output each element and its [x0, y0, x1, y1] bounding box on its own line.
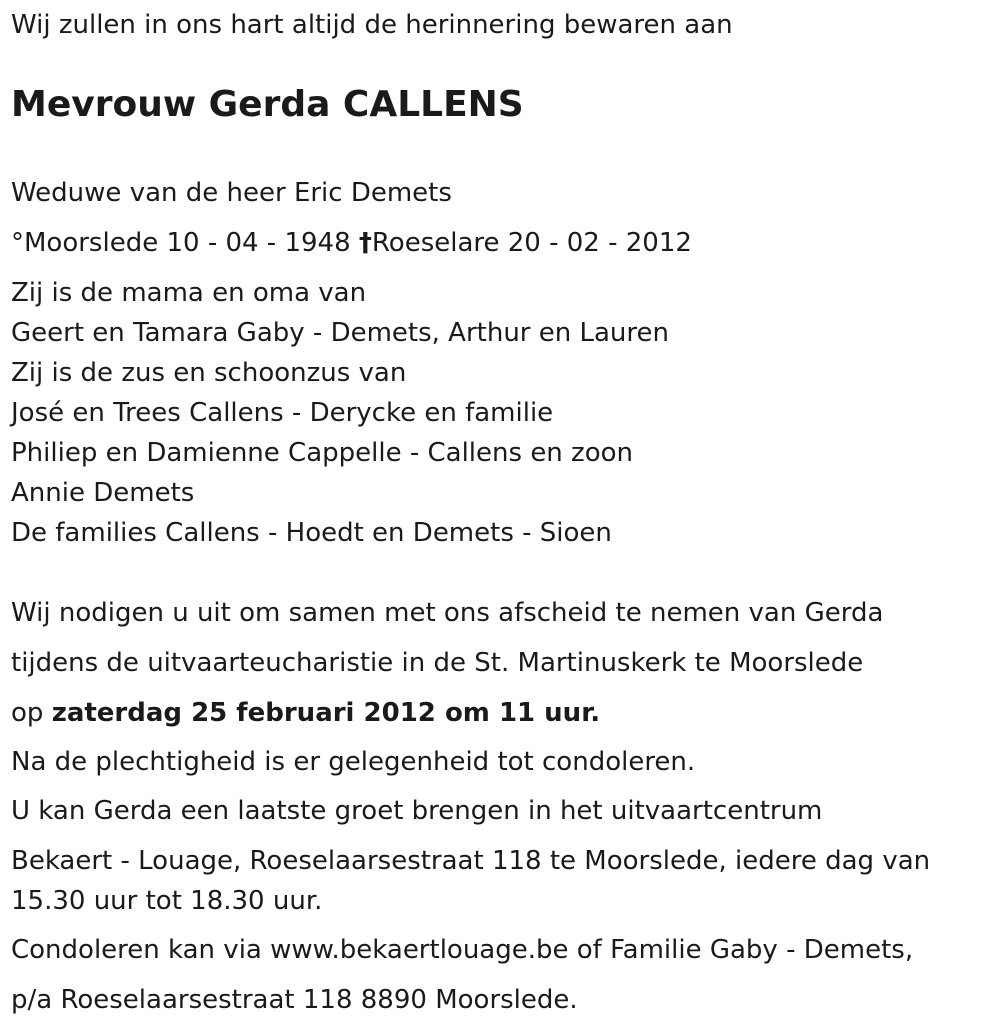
- cross-icon: †: [358, 228, 372, 258]
- condolence-text: Na de plechtigheid is er gelegenheid tot condoleren.: [11, 747, 696, 777]
- family-line: Zij is de mama en oma van: [11, 278, 367, 308]
- visit-line: 15.30 uur tot 18.30 uur.: [11, 886, 323, 916]
- spouse-text: Weduwe van de heer Eric Demets: [11, 178, 452, 208]
- ceremony-date-line: [11, 698, 600, 728]
- invitation-line: Wij nodigen u uit om samen met ons afscheid te nemen van Gerda: [11, 598, 884, 628]
- family-line: José en Trees Callens - Derycke en familie: [11, 398, 554, 428]
- date-prefix: op: [11, 698, 52, 728]
- family-line: Annie Demets: [11, 478, 195, 508]
- intro-text: Wij zullen in ons hart altijd de herinnering bewaren aan: [11, 10, 733, 40]
- visit-line: U kan Gerda een laatste groet brengen in het uitvaartcentrum: [11, 796, 823, 826]
- birth-text: °Moorslede 10 - 04 - 1948: [11, 228, 351, 258]
- death-text: Roeselare 20 - 02 - 2012: [371, 228, 692, 258]
- family-line: De families Callens - Hoedt en Demets - Sioen: [11, 518, 612, 548]
- family-line: Philiep en Damienne Cappelle - Callens en zoon: [11, 438, 633, 468]
- contact-line: Condoleren kan via www.bekaertlouage.be of Familie Gaby - Demets,: [11, 935, 914, 965]
- ceremony-date: zaterdag 25 februari 2012 om 11 uur.: [51, 698, 601, 728]
- visit-line: Bekaert - Louage, Roeselaarsestraat 118 te Moorslede, iedere dag van: [11, 846, 931, 876]
- dates-line: [11, 228, 692, 258]
- family-line: Geert en Tamara Gaby - Demets, Arthur en Lauren: [11, 318, 669, 348]
- invitation-line: tijdens de uitvaarteucharistie in de St. Martinuskerk te Moorslede: [11, 648, 864, 678]
- family-line: Zij is de zus en schoonzus van: [11, 358, 407, 388]
- deceased-name: Mevrouw Gerda CALLENS: [11, 84, 524, 125]
- contact-line: p/a Roeselaarsestraat 118 8890 Moorslede.: [11, 985, 578, 1015]
